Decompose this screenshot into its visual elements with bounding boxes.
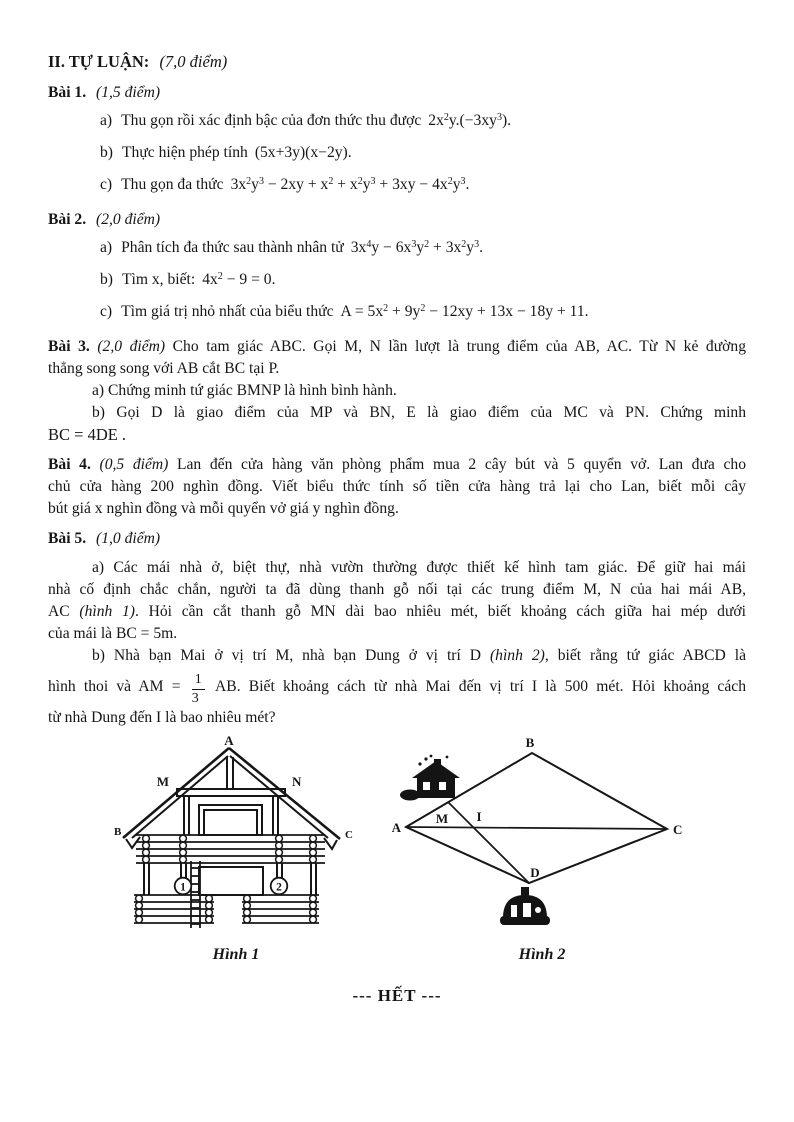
problem-1-part-a — [48, 105, 746, 137]
text-run: AB. Biết khoảng cách từ nhà Mai đến vị trí I là 500 mét. Hỏi khoảng cách — [207, 678, 746, 695]
svg-text:2: 2 — [276, 881, 282, 894]
problem-4-points: (0,5 điểm) — [99, 456, 169, 473]
problem-5a-line1: a) Các mái nhà ở, biệt thự, nhà vườn thường được thiết kế hình tam giác. Để giữ hai mái — [92, 559, 746, 576]
svg-text:1: 1 — [180, 881, 186, 894]
section-title: II. TỰ LUẬN: — [48, 52, 150, 71]
part-text: Thu gọn rồi xác định bậc của đơn thức thu được — [121, 112, 422, 129]
problem-4-label: Bài 4. — [48, 456, 91, 473]
problem-3-intro: Cho tam giác ABC. Gọi M, N lần lượt là trung điểm của AB, AC. Từ N kẻ đường — [172, 338, 747, 355]
problem-1-part-c — [48, 169, 746, 201]
problem-5a-line2: nhà cố định chắc chắn, người ta đã dùng thanh gỗ nối tại các trung điểm M, N của hai mái AB, — [48, 581, 746, 598]
part-marker: c) — [100, 176, 113, 193]
problem-3-points: (2,0 điểm) — [97, 338, 166, 355]
problem-4-line3: bút giá x nghìn đồng và mỗi quyển vở giá y nghìn đồng. — [48, 500, 399, 517]
math-expression: (5x+3y)(x−2y). — [254, 144, 352, 161]
point-label-A: A — [224, 735, 234, 748]
part-text: Thu gọn đa thức — [121, 176, 224, 193]
part-marker: a) — [100, 239, 113, 256]
roof-frame — [123, 748, 340, 849]
house-diagram — [106, 735, 366, 939]
problem-1-part-b — [48, 137, 746, 169]
problem-5-points: (1,0 điểm) — [96, 530, 161, 547]
part-text: Tìm x, biết: — [122, 271, 196, 288]
problem-2-part-b — [48, 264, 746, 296]
point-label-M: M — [156, 774, 169, 789]
point-label-C: C — [673, 822, 683, 837]
problem-5b-line1 — [48, 645, 746, 667]
math-expression: $3x^4y - 6x^3y^2 + 3x^2y^3$. — [350, 239, 483, 256]
problem-2-part-c — [48, 296, 746, 328]
problem-5-part-b — [48, 645, 746, 729]
problem-3-line2: thẳng song song với AB cắt BC tại P. — [48, 360, 280, 377]
problem-5b-line2 — [48, 667, 746, 707]
math-expression: $4x^2 - 9 = 0$. — [202, 271, 276, 288]
problem-5b-line3: từ nhà Dung đến I là bao nhiêu mét? — [48, 709, 276, 726]
log-band — [136, 835, 325, 863]
point-label-A: A — [392, 820, 401, 835]
problem-4-line2: chủ cửa hàng 200 nghìn đồng. Viết biểu thức tính số tiền cửa hàng trả lại cho Lan, biết mỗi cây — [48, 478, 746, 495]
part-marker: b) — [100, 144, 113, 161]
figure-2-reference: (hình 2) — [489, 647, 545, 664]
text-run: , biết rằng tứ giác ABCD là — [544, 647, 746, 664]
part-marker: b) — [100, 271, 113, 288]
house-icon-mai — [400, 755, 460, 801]
section-points: (7,0 điểm) — [159, 52, 228, 71]
fraction-denominator: 3 — [191, 691, 199, 706]
problem-5a-line3 — [48, 601, 746, 623]
problem-1-label: Bài 1. — [48, 84, 87, 101]
point-label-B: B — [525, 735, 535, 750]
rhombus-diagram — [392, 735, 692, 939]
problem-5-part-a — [48, 557, 746, 645]
figure-1-caption: Hình 1 — [212, 946, 260, 963]
problem-3-part-b-line1: b) Gọi D là giao điểm của MP và BN, E là giao điểm của MC và PN. Chứng minh — [92, 404, 746, 421]
math-expression: $2x^2y.(-3xy^3)$. — [428, 112, 512, 129]
house-icon-dung — [500, 887, 550, 925]
problem-4 — [48, 454, 746, 520]
figure-1-reference: (hình 1) — [79, 603, 135, 620]
end-marker: --- HẾT --- — [352, 986, 442, 1005]
math-expression: $3x^2y^3 - 2xy + x^2 + x^2y^3 + 3xy - 4x^2y^3$. — [230, 176, 470, 193]
problem-3 — [48, 336, 746, 446]
fraction-numerator: 1 — [192, 673, 205, 690]
part-text: Thực hiện phép tính — [122, 144, 248, 161]
problem-4-line1 — [48, 454, 746, 476]
problem-3-label: Bài 3. — [48, 338, 90, 355]
problem-3-part-b-line2: BC = 4DE . — [48, 425, 127, 444]
section-heading — [48, 50, 746, 74]
upper-story — [184, 796, 278, 835]
text-run: hình thoi và AM = — [48, 678, 189, 695]
figures-row — [106, 735, 746, 964]
fraction-one-third — [192, 673, 205, 706]
figure-hinh-2 — [392, 735, 692, 964]
part-marker: a) — [100, 112, 113, 129]
circled-number-1 — [175, 878, 192, 895]
problem-5a-line4: của mái là BC = 5m. — [48, 625, 178, 642]
point-label-B: B — [114, 826, 122, 838]
problem-3-line1 — [48, 336, 746, 358]
problem-2-heading — [48, 208, 746, 232]
figure-2-caption: Hình 2 — [518, 946, 566, 963]
problem-5-heading — [48, 527, 746, 551]
problem-2-part-a — [48, 232, 746, 264]
problem-4-text: Lan đến cửa hàng văn phòng phẩm mua 2 cây bút và 5 quyển vở. Lan đưa cho — [176, 456, 746, 473]
problem-3-part-a: a) Chứng minh tứ giác BMNP là hình bình hành. — [92, 382, 397, 399]
point-label-C: C — [345, 829, 353, 841]
problem-1-points: (1,5 điểm) — [96, 84, 161, 101]
point-label-I: I — [476, 809, 482, 824]
point-label-M: M — [435, 811, 449, 826]
text-run: AC — [48, 603, 80, 620]
problem-5-label: Bài 5. — [48, 530, 87, 547]
problem-1-heading — [48, 81, 746, 105]
text-run: b) Nhà bạn Mai ở vị trí M, nhà bạn Dung ở vị trí D — [92, 647, 490, 664]
point-label-D: D — [530, 865, 540, 880]
math-expression: $A = 5x^2 + 9y^2 - 12xy + 13x - 18y + 11$. — [340, 303, 589, 320]
problem-2-label: Bài 2. — [48, 211, 87, 228]
part-marker: c) — [100, 303, 113, 320]
part-text: Phân tích đa thức sau thành nhân tử — [121, 239, 344, 256]
bottom-logs — [134, 895, 319, 923]
circled-number-2 — [271, 878, 288, 895]
lower-story — [144, 863, 316, 895]
text-run: . Hỏi cần cắt thanh gỗ MN dài bao nhiêu mét, biết khoảng cách giữa hai mép dưới — [135, 603, 747, 620]
figure-hinh-1 — [106, 735, 366, 964]
point-label-N: N — [292, 774, 302, 789]
problem-2-points: (2,0 điểm) — [96, 211, 161, 228]
part-text: Tìm giá trị nhỏ nhất của biểu thức — [121, 303, 334, 320]
